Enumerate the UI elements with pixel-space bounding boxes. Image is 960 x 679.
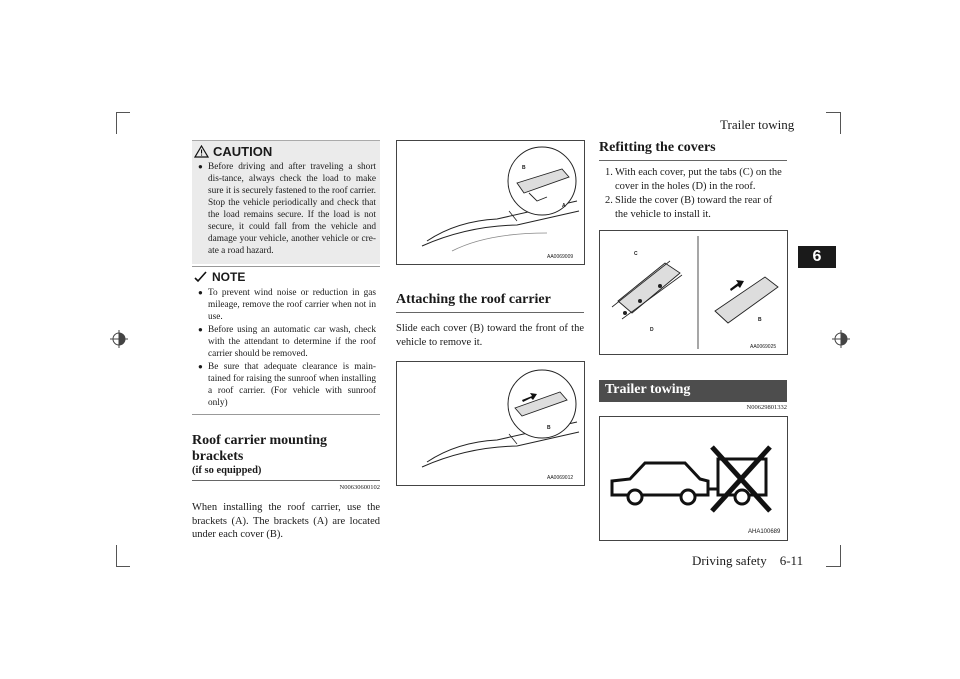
caution-header xyxy=(192,141,380,161)
figure-label-a: A xyxy=(562,203,566,209)
no-trailer-towing-icon xyxy=(600,417,787,540)
caution-title: CAUTION xyxy=(213,143,273,159)
brackets-text: When installing the roof carrier, use the brackets (A). The brackets (A) are located under each cover (B). xyxy=(192,502,380,540)
figure-label-b: B xyxy=(547,425,551,431)
trailer-code: N00629801332 xyxy=(746,404,787,411)
crop-mark xyxy=(826,566,840,567)
figure-remove-cover-step2 xyxy=(396,361,585,486)
running-header-title: Trailer towing xyxy=(720,117,795,132)
note-box xyxy=(192,266,380,415)
column-left xyxy=(192,140,380,542)
refitting-heading xyxy=(599,140,787,161)
refitting-title: Refitting the covers xyxy=(599,140,716,155)
crop-mark xyxy=(116,545,117,567)
note-header xyxy=(192,267,380,287)
refitting-steps xyxy=(599,166,787,222)
figure-no-trailer xyxy=(599,416,788,541)
crop-mark xyxy=(116,112,117,134)
pencil-check-icon xyxy=(194,271,208,283)
figure-code: AHA100689 xyxy=(748,529,781,535)
figure-code: AA0069025 xyxy=(750,344,777,350)
crop-mark xyxy=(840,545,841,567)
caution-item: ● Before driving and after traveling a short dis-tance, always check the load to make sure it is securely fastened to the roof carrier. Stop the vehicle periodically and check that the load remains secure. If the load is not secure, it could fall from the vehicle and damage your vehicle, another vehicle or cre-ate a road hazard. xyxy=(198,161,376,257)
brackets-subtitle: (if so equipped) xyxy=(192,465,262,476)
attaching-title: Attaching the roof carrier xyxy=(396,292,551,307)
chapter-tab: 6 xyxy=(798,246,836,268)
note-title: NOTE xyxy=(212,270,246,284)
cover-refit-illustration xyxy=(600,231,787,354)
figure-label-d: D xyxy=(650,327,654,333)
crop-mark xyxy=(116,566,130,567)
attaching-text: Slide each cover (B) toward the front of the vehicle to remove it. xyxy=(396,323,584,348)
brackets-title: Roof carrier mounting brackets xyxy=(192,433,328,464)
brackets-heading xyxy=(192,433,380,481)
page-number: Driving safety 6-11 xyxy=(692,553,804,568)
crop-mark xyxy=(826,112,840,113)
brackets-code: N00630600102 xyxy=(339,484,380,491)
step-item: 2. Slide the cover (B) toward the rear of the vehicle to install it. xyxy=(605,195,773,220)
note-item: ● Be sure that adequate clearance is main-tained for raising the sunroof when installing a roof carrier. (For vehicle with sunroof only) xyxy=(198,361,376,409)
registration-mark-left xyxy=(110,330,128,348)
roof-cover-slide-illustration xyxy=(397,362,584,485)
trailer-heading: Trailer towing xyxy=(599,380,787,402)
figure-refit-cover xyxy=(599,230,788,355)
figure-label-b: B xyxy=(758,317,762,323)
step-item: 1. With each cover, put the tabs (C) on the cover in the holes (D) in the roof. xyxy=(605,167,782,192)
crop-mark xyxy=(840,112,841,134)
figure-code: AA0069012 xyxy=(547,475,574,481)
note-item: ● To prevent wind noise or reduction in gas mileage, remove the roof carrier when not in use. xyxy=(198,287,376,323)
figure-label-c: C xyxy=(634,251,638,257)
crop-mark xyxy=(116,112,130,113)
registration-mark-right xyxy=(832,330,850,348)
caution-box xyxy=(192,140,380,264)
figure-label-b: B xyxy=(522,165,526,171)
figure-remove-cover-step1 xyxy=(396,140,585,265)
note-item: ● Before using an automatic car wash, check with the attendant to determine if the roof carrier should be removed. xyxy=(198,324,376,360)
warning-triangle-icon xyxy=(194,145,209,158)
figure-code: AA0069009 xyxy=(547,254,574,260)
attaching-heading xyxy=(396,292,584,313)
roof-cover-illustration xyxy=(397,141,584,264)
